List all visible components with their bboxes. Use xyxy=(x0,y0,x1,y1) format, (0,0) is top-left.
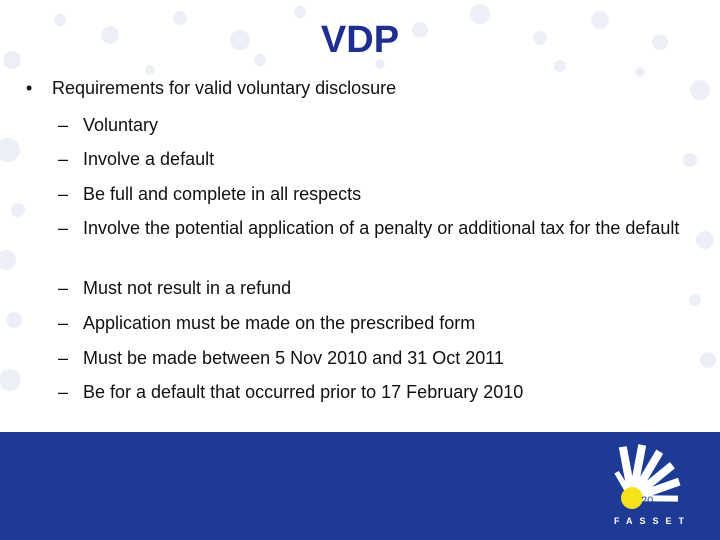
dash-marker: – xyxy=(58,218,69,238)
list-item-text: Must be made between 5 Nov 2010 and 31 Oct 2011 xyxy=(83,348,504,368)
list-item-text: Must not result in a refund xyxy=(83,278,292,298)
list-item-text: Involve a default xyxy=(83,149,215,169)
main-bullet-text: Requirements for valid voluntary disclosure xyxy=(52,78,397,98)
dash-marker: – xyxy=(58,278,69,298)
dash-marker: – xyxy=(58,115,69,135)
dash-marker: – xyxy=(58,348,69,368)
list-item-text: Voluntary xyxy=(83,115,159,135)
dash-marker: – xyxy=(58,184,69,204)
list-item-text: Be full and complete in all respects xyxy=(83,184,362,204)
dash-marker: – xyxy=(58,313,69,333)
dash-marker: – xyxy=(58,149,69,169)
list-item-text: Application must be made on the prescribed form xyxy=(83,313,476,333)
dash-marker: – xyxy=(58,382,69,402)
logo-wordmark: FASSET xyxy=(614,516,692,526)
bullet-marker: • xyxy=(26,78,33,98)
list-item-text: Be for a default that occurred prior to 17 February 2010 xyxy=(83,382,524,402)
list-item-text: Involve the potential application of a penalty or additional tax for the default xyxy=(83,218,680,238)
slide-title: VDP xyxy=(320,19,400,61)
page-number: 20 xyxy=(641,495,654,507)
